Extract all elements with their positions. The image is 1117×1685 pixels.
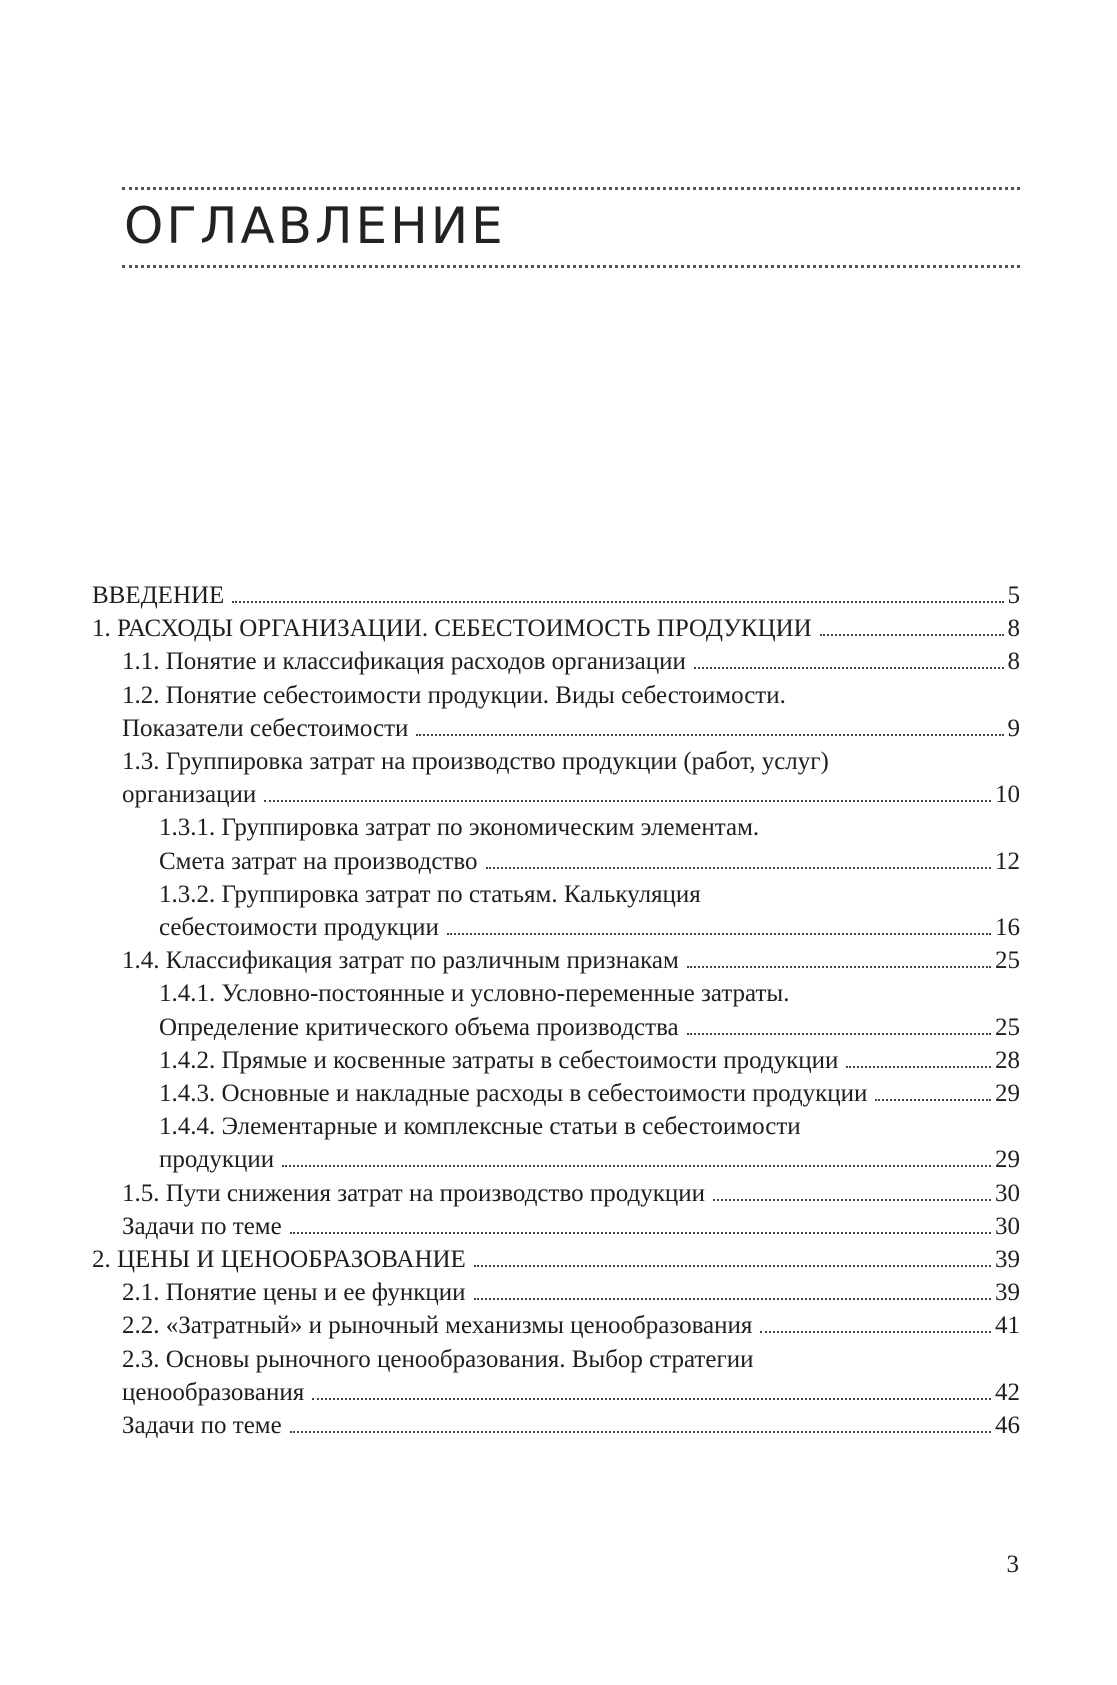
page-number: 3 (1006, 1551, 1019, 1578)
toc-entry-line (159, 1143, 1020, 1176)
dot-leader (875, 1099, 991, 1101)
toc-entry-title: продукции (159, 1146, 275, 1174)
dot-leader (312, 1398, 991, 1400)
toc-entry-title: Показатели себестоимости (122, 714, 409, 742)
toc-entry-page: 28 (995, 1046, 1020, 1074)
heading-top-rule (122, 187, 1020, 190)
toc-entry-title: 2. ЦЕНЫ И ЦЕНООБРАЗОВАНИЕ (92, 1246, 466, 1274)
toc-entry-title: себестоимости продукции (159, 914, 439, 942)
dot-leader (447, 933, 991, 935)
toc-entry-page: 41 (995, 1312, 1020, 1340)
dot-leader (694, 667, 1004, 669)
toc-entry-page: 8 (1007, 648, 1020, 676)
toc-entry (92, 579, 1020, 612)
toc-entry-title: 1.4.3. Основные и накладные расходы в себестоимости продукции (159, 1080, 868, 1108)
dot-leader (687, 966, 991, 968)
toc-entry-title: 1.5. Пути снижения затрат на производство продукции (122, 1179, 705, 1207)
toc-entry-title: Определение критического объема производства (159, 1013, 679, 1041)
toc-entry (92, 1077, 1020, 1110)
dot-leader (760, 1331, 991, 1333)
toc-entry-title: Задачи по теме (122, 1212, 282, 1240)
dot-leader (290, 1232, 991, 1234)
toc-entry (92, 745, 1020, 811)
toc-entry-page: 30 (995, 1212, 1020, 1240)
toc-entry (92, 1044, 1020, 1077)
toc-entry-title: 1.1. Понятие и классификация расходов организации (122, 648, 686, 676)
toc-entry-title: ВВЕДЕНИЕ (92, 582, 225, 609)
toc-entry-line (122, 1210, 1020, 1243)
toc-entry-line (92, 1243, 1020, 1276)
toc-entry-title: 2.2. «Затратный» и рыночный механизмы ценообразования (122, 1312, 753, 1340)
toc-entry-page: 39 (995, 1246, 1020, 1274)
toc-entry-line (122, 645, 1020, 678)
toc-entry-line (122, 1309, 1020, 1342)
toc-entry-line (159, 845, 1020, 878)
toc-entry (92, 645, 1020, 678)
dot-leader (282, 1165, 991, 1167)
dot-leader (264, 800, 991, 802)
toc-entry-title: Задачи по теме (122, 1412, 282, 1440)
table-of-contents (92, 579, 1020, 1442)
toc-entry-title-line: 1.4.4. Элементарные и комплексные статьи в себестоимости (159, 1113, 801, 1141)
dot-leader (474, 1265, 991, 1267)
toc-entry-title: 1.4. Классификация затрат по различным признакам (122, 947, 679, 975)
toc-entry-title-line: 1.3.2. Группировка затрат по статьям. Калькуляция (159, 880, 701, 908)
toc-entry-page: 12 (995, 847, 1020, 875)
toc-entry (92, 1276, 1020, 1309)
toc-entry-title: организации (122, 781, 257, 809)
toc-entry-line (159, 1011, 1020, 1044)
toc-entry-line (159, 1044, 1020, 1077)
toc-entry-title: 1.4.2. Прямые и косвенные затраты в себестоимости продукции (159, 1046, 839, 1074)
toc-entry-line (159, 1077, 1020, 1110)
toc-entry-page: 46 (995, 1412, 1020, 1440)
toc-entry-line (92, 579, 1020, 612)
toc-entry (92, 1177, 1020, 1210)
dot-leader (474, 1298, 991, 1300)
toc-entry-line (122, 944, 1020, 977)
toc-entry-title-line: 1.3.1. Группировка затрат по экономическим элементам. (159, 814, 760, 842)
toc-entry-page: 5 (1007, 582, 1020, 609)
toc-entry-page: 25 (995, 1013, 1020, 1041)
toc-entry-title-line: 1.3. Группировка затрат на производство продукции (работ, услуг) (122, 748, 829, 776)
toc-entry-line (159, 911, 1020, 944)
toc-entry-title: 1. РАСХОДЫ ОРГАНИЗАЦИИ. СЕБЕСТОИМОСТЬ ПРОДУКЦИИ (92, 615, 812, 643)
toc-entry (92, 1210, 1020, 1243)
toc-entry (92, 878, 1020, 944)
toc-entry (92, 1243, 1020, 1276)
dot-leader (687, 1033, 991, 1035)
dot-leader (416, 734, 1003, 736)
toc-entry-title: Смета затрат на производство (159, 847, 478, 875)
toc-entry-line (122, 712, 1020, 745)
toc-entry-page: 25 (995, 947, 1020, 975)
toc-entry (92, 944, 1020, 977)
dot-leader (232, 601, 1003, 603)
toc-entry-page: 9 (1007, 714, 1020, 742)
toc-entry (92, 612, 1020, 645)
toc-entry (92, 1409, 1020, 1442)
toc-entry-title-line: 1.4.1. Условно-постоянные и условно-переменные затраты. (159, 980, 790, 1008)
toc-entry-line (122, 1276, 1020, 1309)
toc-entry-page: 10 (995, 781, 1020, 809)
toc-entry-page: 42 (995, 1378, 1020, 1406)
toc-entry (92, 679, 1020, 745)
toc-entry-line (122, 1409, 1020, 1442)
toc-entry (92, 1343, 1020, 1409)
toc-entry-title: 2.1. Понятие цены и ее функции (122, 1279, 466, 1307)
dot-leader (290, 1431, 991, 1433)
toc-entry (92, 977, 1020, 1043)
toc-entry-line (122, 1177, 1020, 1210)
toc-entry-line (92, 612, 1020, 645)
dot-leader (486, 867, 992, 869)
toc-entry-page: 16 (995, 914, 1020, 942)
toc-entry-title: ценообразования (122, 1378, 305, 1406)
dot-leader (713, 1199, 991, 1201)
toc-entry-title-line: 1.2. Понятие себестоимости продукции. Виды себестоимости. (122, 681, 786, 709)
toc-entry-page: 8 (1007, 615, 1020, 643)
toc-entry-page: 29 (995, 1146, 1020, 1174)
toc-entry-title-line: 2.3. Основы рыночного ценообразования. Выбор стратегии (122, 1345, 754, 1373)
toc-entry (92, 1110, 1020, 1176)
toc-entry-line (122, 778, 1020, 811)
toc-entry-page: 30 (995, 1179, 1020, 1207)
page-title: ОГЛАВЛЕНИЕ (124, 197, 506, 255)
dot-leader (820, 634, 1004, 636)
toc-entry-page: 29 (995, 1080, 1020, 1108)
toc-entry (92, 1309, 1020, 1342)
toc-entry (92, 811, 1020, 877)
heading-bottom-rule (122, 265, 1020, 268)
toc-entry-line (122, 1376, 1020, 1409)
dot-leader (846, 1066, 991, 1068)
toc-entry-page: 39 (995, 1279, 1020, 1307)
